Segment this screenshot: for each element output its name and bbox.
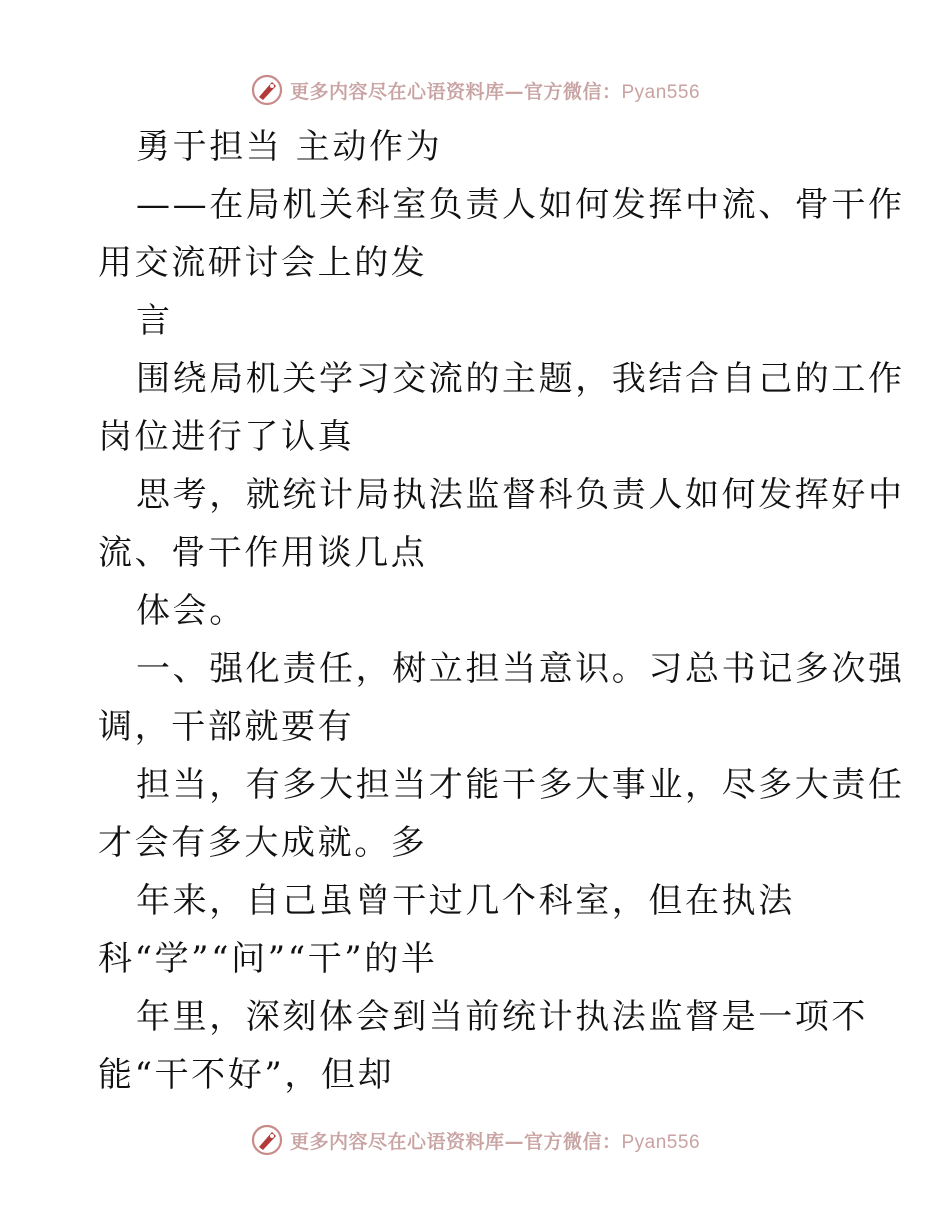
text-line: 调，干部就要有	[98, 707, 355, 747]
document-title: 勇于担当 主动作为	[136, 127, 443, 167]
watermark-header	[0, 70, 950, 110]
text-line: 科“学”“问”“干”的半	[98, 939, 438, 979]
text-line: 岗位进行了认真	[98, 417, 355, 457]
text-line: 体会。	[136, 591, 246, 631]
watermark-footer	[0, 1120, 950, 1160]
text-line: 用交流研讨会上的发	[98, 243, 428, 283]
pen-nib-logo-icon	[250, 1123, 284, 1157]
text-line: 担当，有多大担当才能干多大事业，尽多大责任	[136, 765, 905, 805]
text-line: 才会有多大成就。多	[98, 823, 428, 863]
text-line: 流、骨干作用谈几点	[98, 533, 428, 573]
watermark-text: 更多内容尽在心语资料库—官方微信：Pyan556	[289, 1130, 701, 1153]
pen-nib-logo-icon	[250, 73, 284, 107]
text-line: 能“干不好”，但却	[98, 1055, 395, 1095]
text-line: 言	[136, 301, 173, 341]
text-line: 年来，自己虽曾干过几个科室，但在执法	[136, 881, 795, 921]
text-line: 年里，深刻体会到当前统计执法监督是一项不	[136, 997, 868, 1037]
watermark-wechat-id: Pyan556	[621, 1131, 701, 1153]
text-line: ——在局机关科室负责人如何发挥中流、骨干作	[136, 185, 905, 225]
watermark-text: 更多内容尽在心语资料库—官方微信：Pyan556	[289, 80, 701, 103]
text-line: 围绕局机关学习交流的主题，我结合自己的工作	[136, 359, 905, 399]
watermark-wechat-id: Pyan556	[621, 81, 701, 103]
text-line: 思考，就统计局执法监督科负责人如何发挥好中	[136, 475, 905, 515]
text-line: 一、强化责任，树立担当意识。习总书记多次强	[136, 649, 905, 689]
